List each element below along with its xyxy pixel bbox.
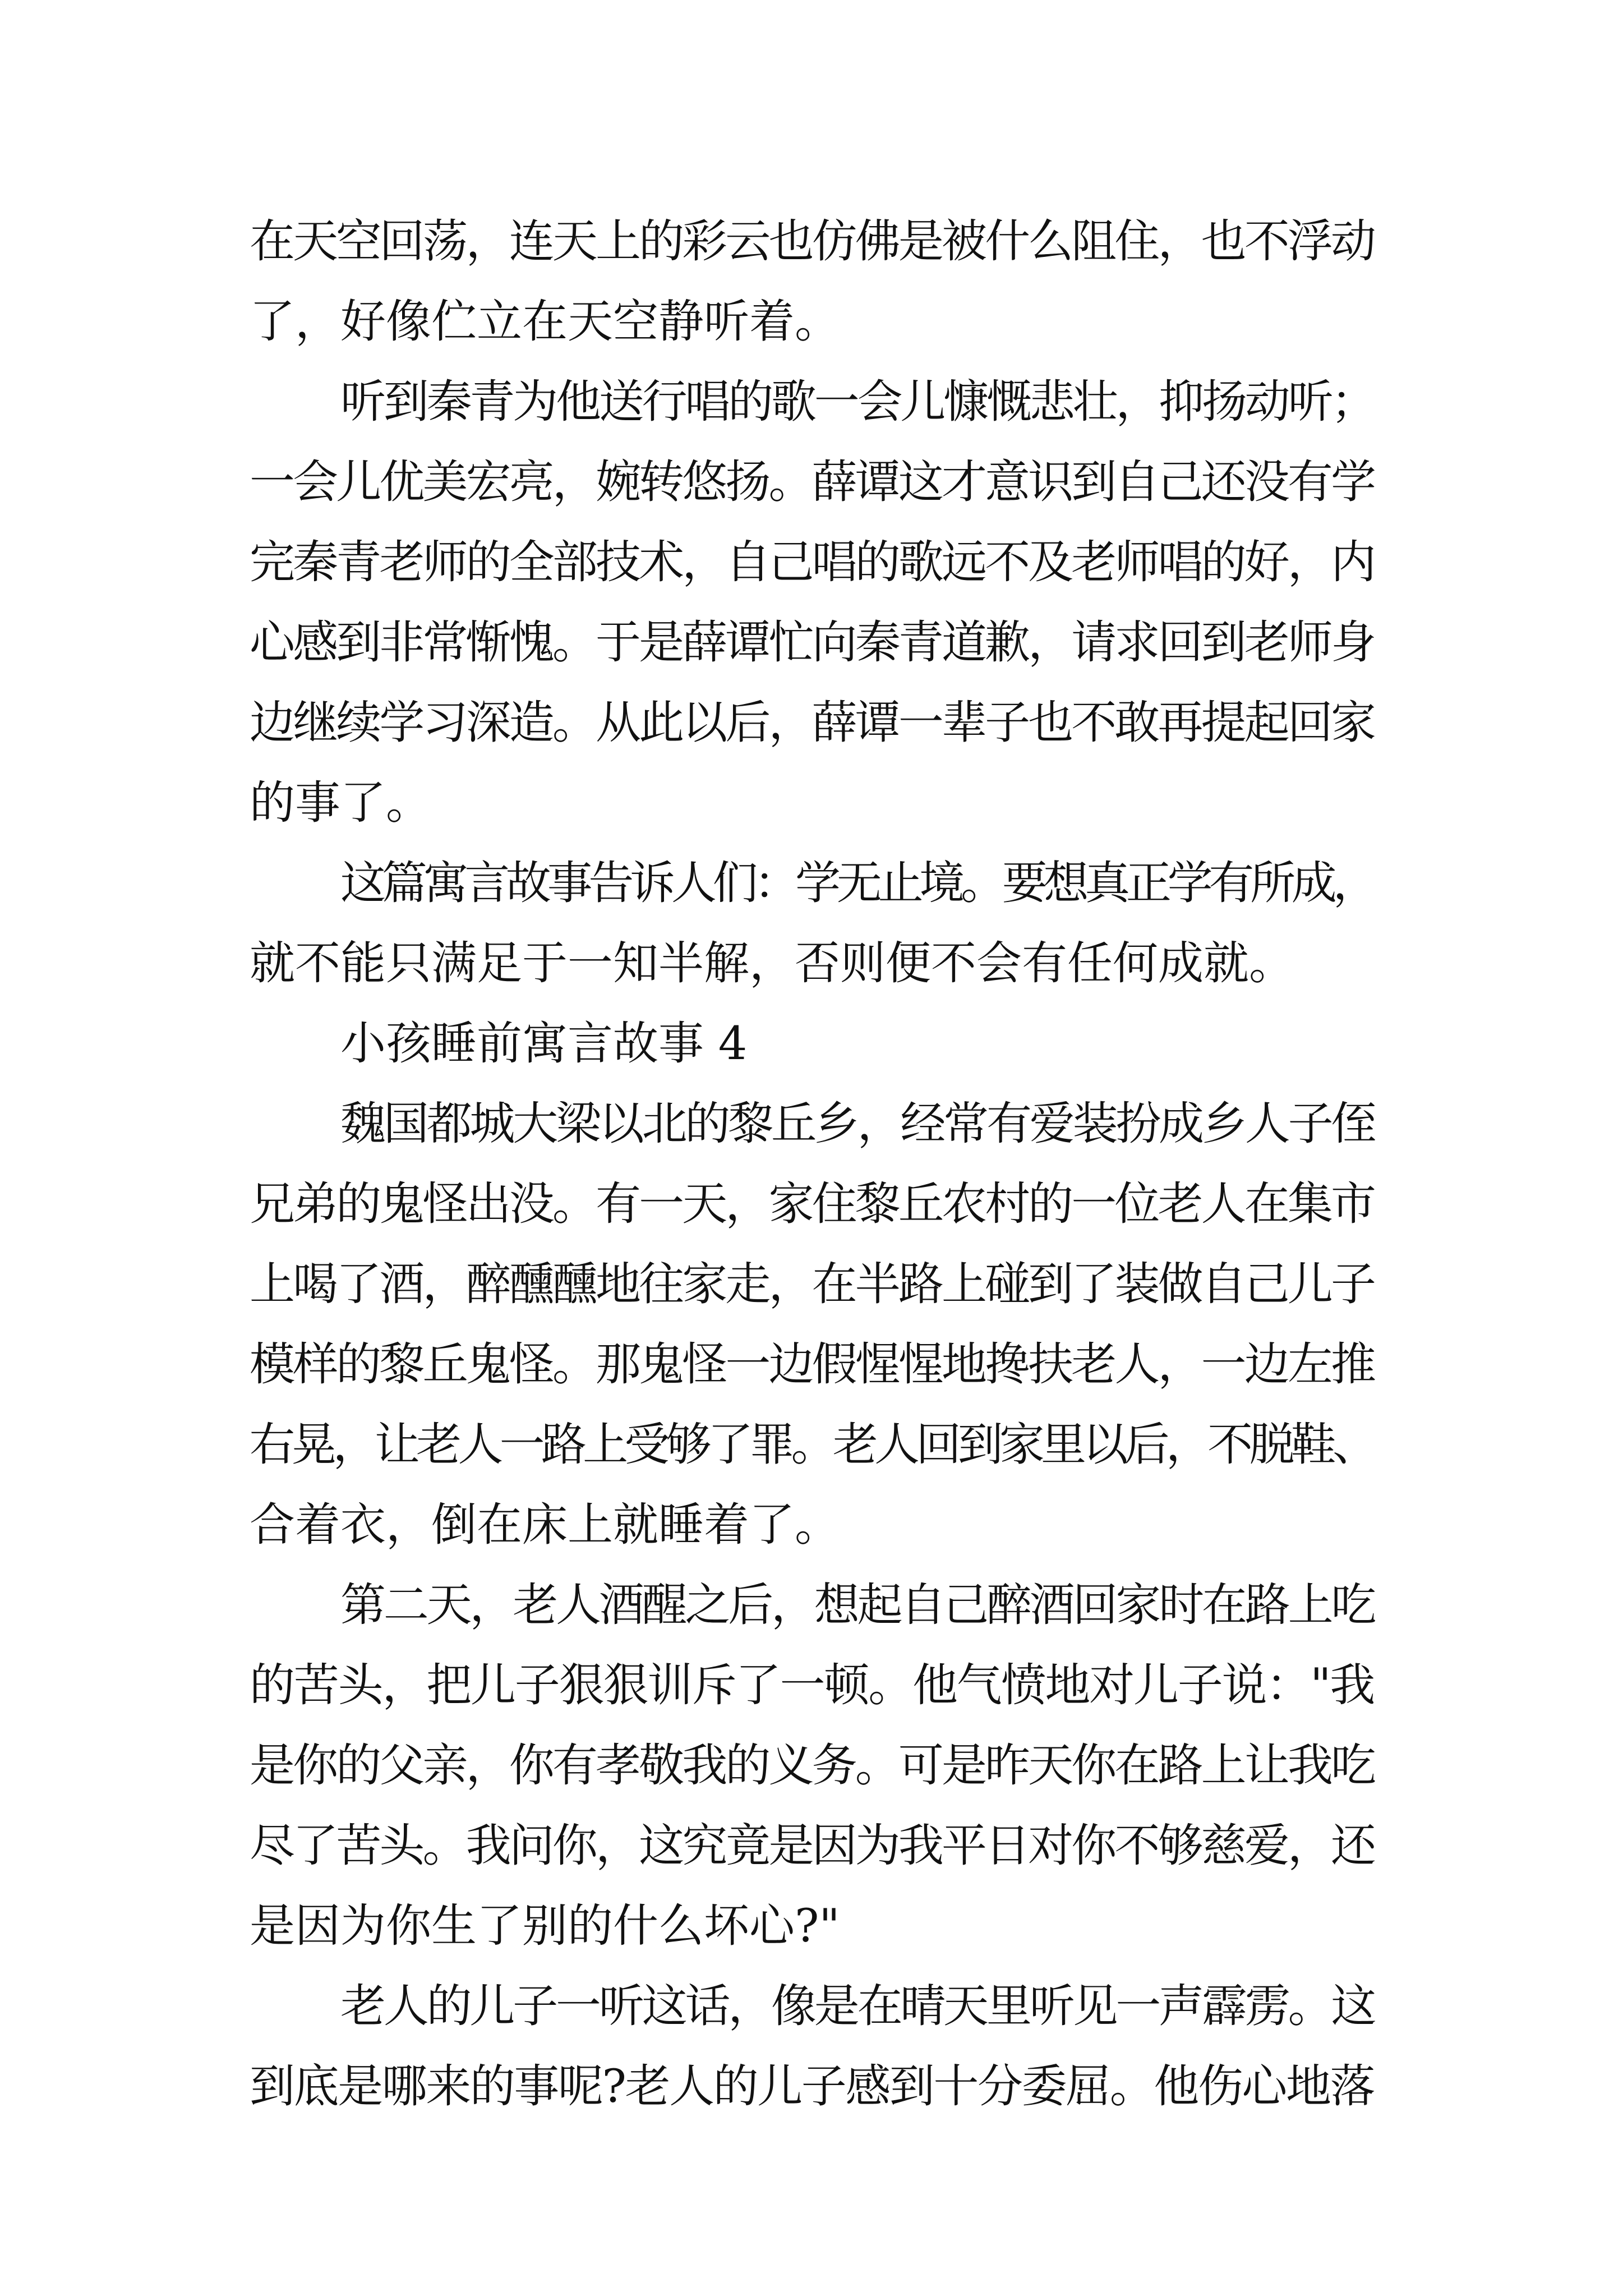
paragraph-line: 的事了。 xyxy=(250,777,432,830)
paragraph-line: 模样的黎丘鬼怪。那鬼怪一边假惺惺地搀扶老人，一边左推 xyxy=(250,1338,1374,1391)
paragraph-line: 到底是哪来的事呢?老人的儿子感到十分委屈。他伤心地落 xyxy=(250,2060,1374,2113)
paragraph-line: 的苦头，把儿子狠狠训斥了一顿。他气愤地对儿子说："我 xyxy=(250,1659,1374,1712)
paragraph-first-line: 老人的儿子一听这话，像是在晴天里听见一声霹雳。这 xyxy=(340,1980,1374,2033)
paragraph-line: 右晃，让老人一路上受够了罪。老人回到家里以后，不脱鞋、 xyxy=(250,1419,1374,1471)
paragraph-first-line: 第二天，老人酒醒之后，想起自己醉酒回家时在路上吃 xyxy=(340,1579,1374,1632)
paragraph-line: 上喝了酒，醉醺醺地往家走，在半路上碰到了装做自己儿子 xyxy=(250,1258,1374,1311)
paragraph-first-line: 小孩睡前寓言故事 4 xyxy=(340,1018,748,1070)
paragraph-line: 尽了苦头。我问你，这究竟是因为我平日对你不够慈爱，还 xyxy=(250,1820,1374,1872)
paragraph-line: 是你的父亲，你有孝敬我的义务。可是昨天你在路上让我吃 xyxy=(250,1740,1374,1792)
paragraph-line: 在天空回荡，连天上的彩云也仿佛是被什么阻住，也不浮动 xyxy=(250,215,1374,268)
paragraph-first-line: 这篇寓言故事告诉人们：学无止境。要想真正学有所成， xyxy=(340,857,1374,910)
paragraph-line: 了，好像伫立在天空静听着。 xyxy=(250,296,841,348)
document-body xyxy=(250,202,1374,2127)
paragraph-line: 边继续学习深造。从此以后，薛谭一辈子也不敢再提起回家 xyxy=(250,697,1374,749)
paragraph-first-line: 魏国都城大梁以北的黎丘乡，经常有爱装扮成乡人子侄 xyxy=(340,1098,1374,1151)
paragraph-line: 一会儿优美宏亮，婉转悠扬。薛谭这才意识到自己还没有学 xyxy=(250,456,1374,509)
paragraph-line: 兄弟的鬼怪出没。有一天，家住黎丘农村的一位老人在集市 xyxy=(250,1178,1374,1231)
paragraph-line: 是因为你生了别的什么坏心?" xyxy=(250,1900,840,1953)
paragraph-line: 就不能只满足于一知半解，否则便不会有任何成就。 xyxy=(250,937,1295,990)
paragraph-first-line: 听到秦青为他送行唱的歌一会儿慷慨悲壮，抑扬动听； xyxy=(340,376,1374,429)
paragraph-line: 完秦青老师的全部技术，自己唱的歌远不及老师唱的好，内 xyxy=(250,536,1374,589)
paragraph-line: 合着衣，倒在床上就睡着了。 xyxy=(250,1499,841,1552)
paragraph-line: 心感到非常惭愧。于是薛谭忙向秦青道歉，请求回到老师身 xyxy=(250,616,1374,669)
